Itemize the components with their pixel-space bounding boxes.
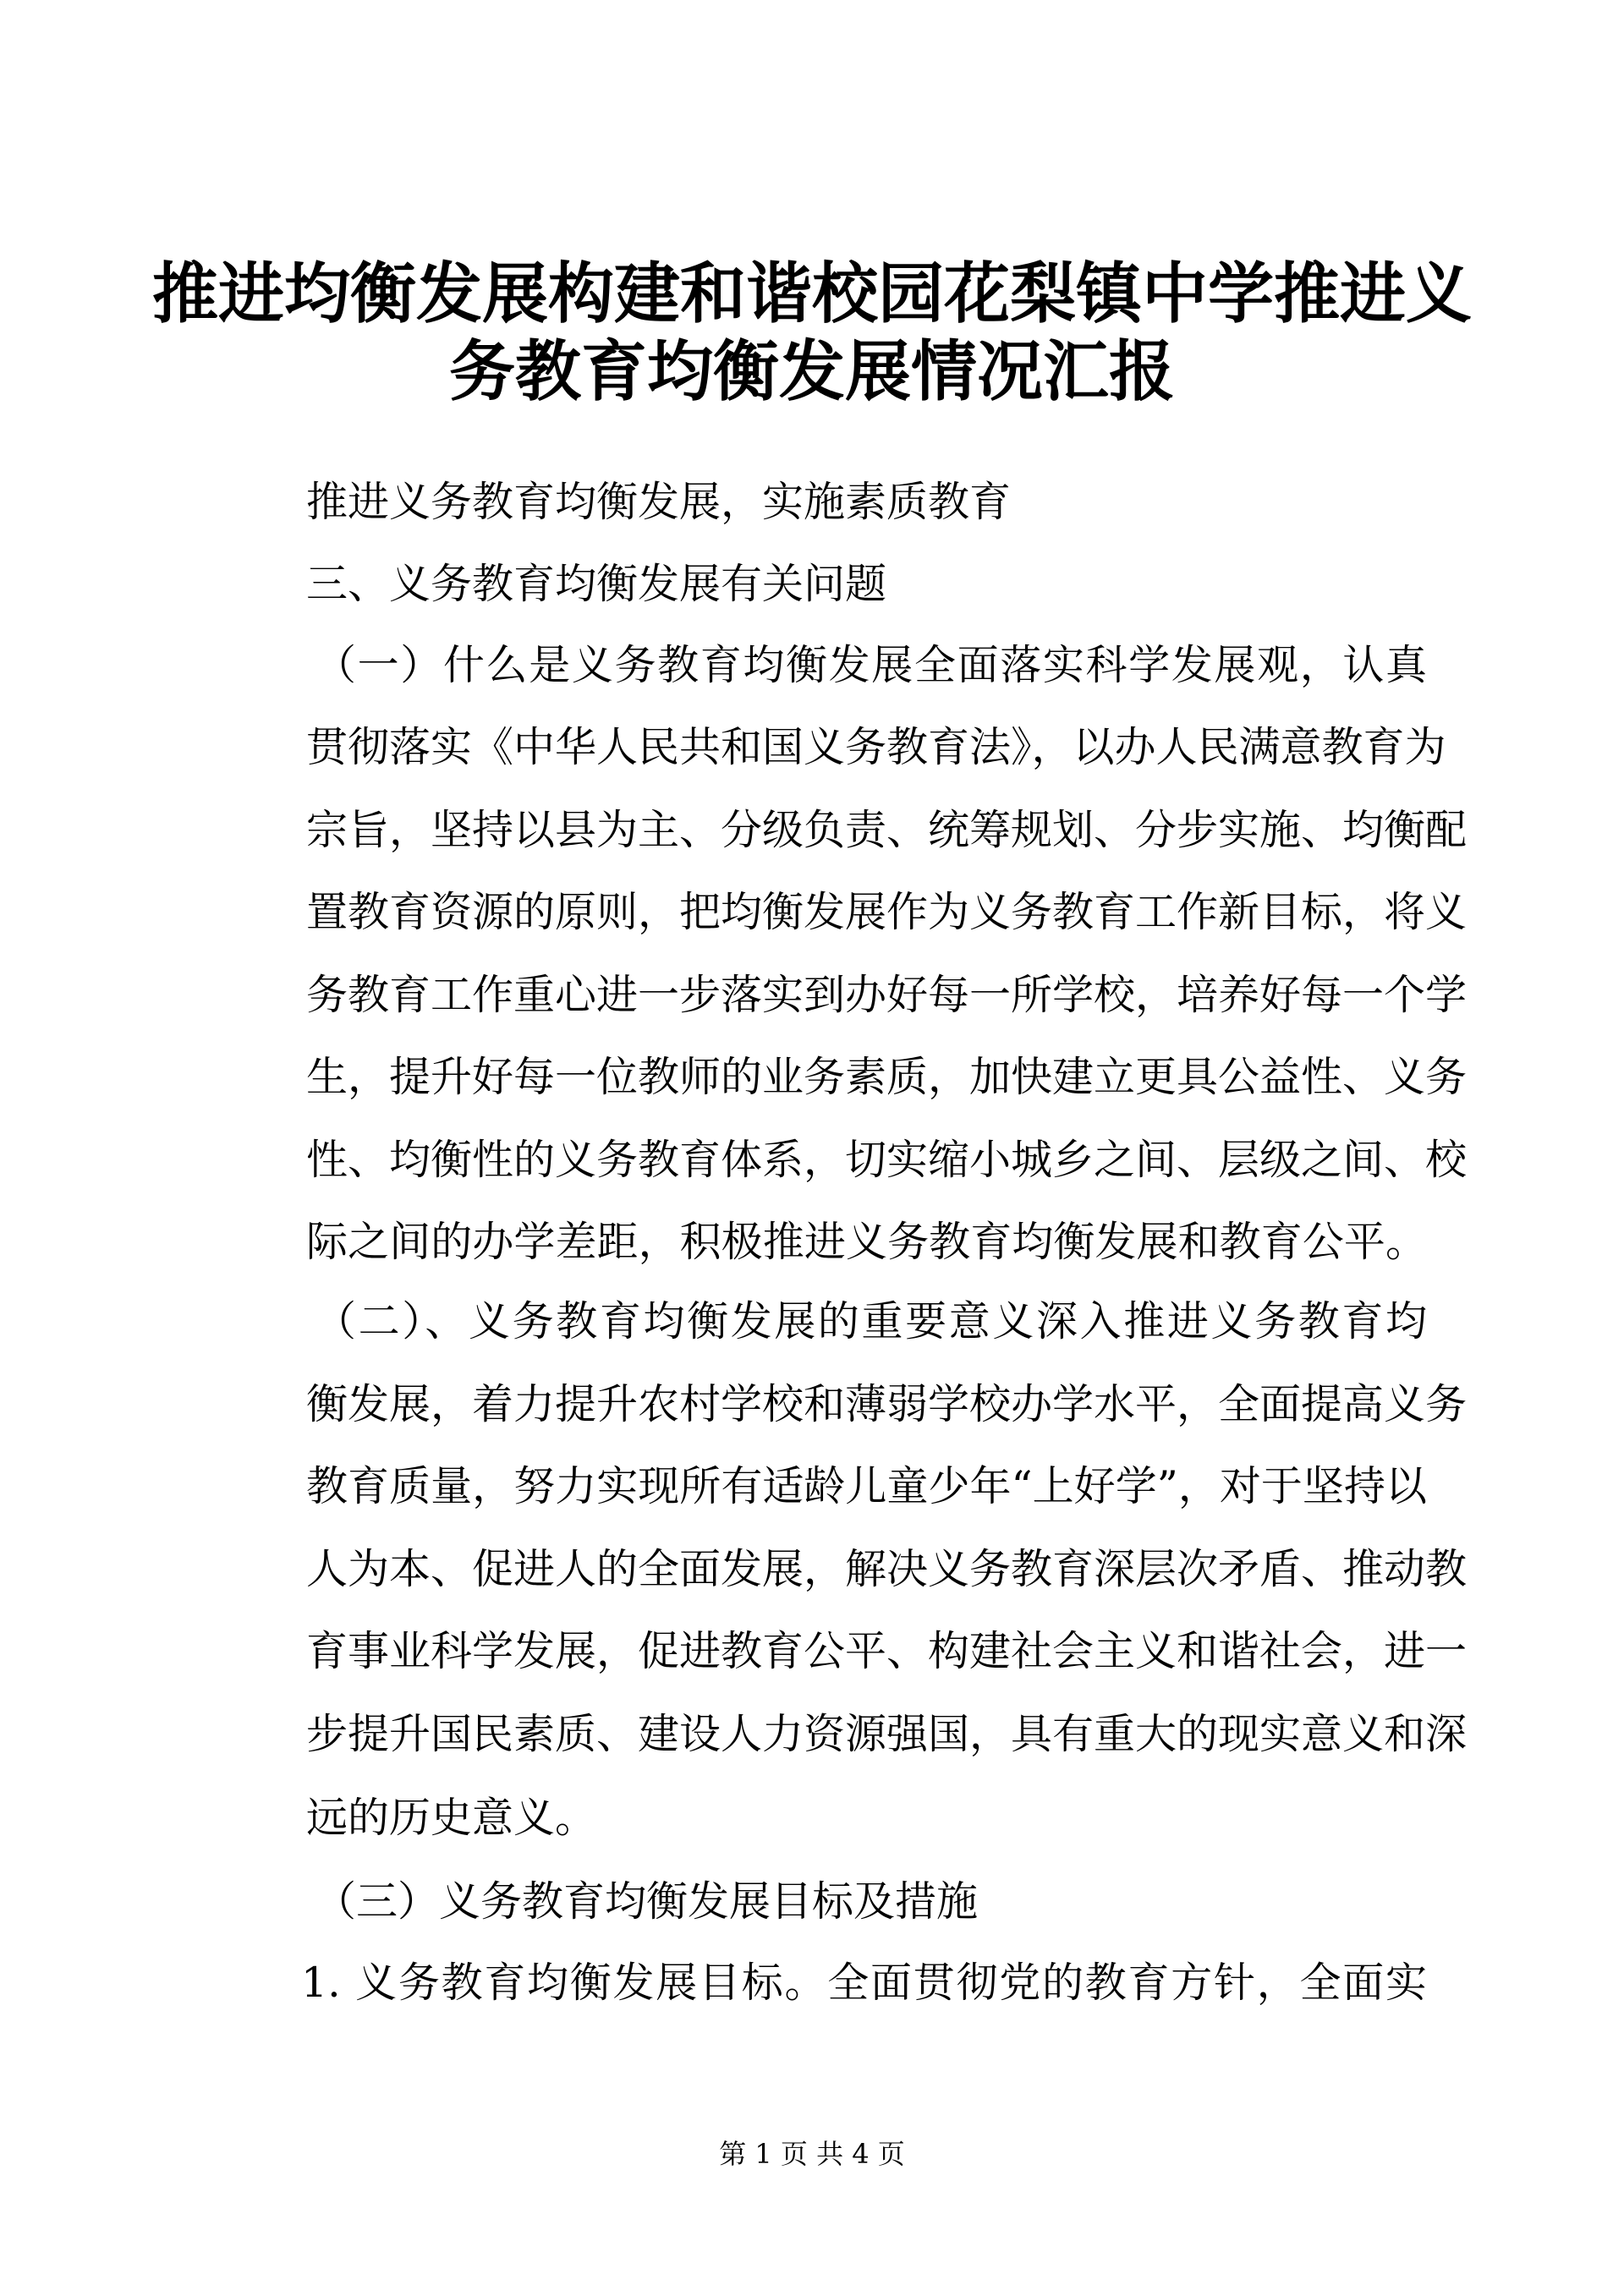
body-line: 推进义务教育均衡发展，实施素质教育 — [306, 478, 1012, 526]
body-line: 务教育工作重心进一步落实到办好每一所学校，培养好每一个学 — [306, 971, 1468, 1019]
body-line: 际之间的办学差距，积极推进义务教育均衡发展和教育公平。 — [306, 1218, 1427, 1266]
body-line: 生，提升好每一位教师的业务素质，加快建立更具公益性、义务 — [306, 1053, 1468, 1101]
document-title-line-2: 务教育均衡发展情况汇报 — [448, 333, 1175, 410]
section-heading: 三、义务教育均衡发展有关问题 — [306, 560, 887, 608]
body-line: 置教育资源的原则，把均衡发展作为义务教育工作新目标，将义 — [306, 888, 1468, 936]
body-line: 步提升国民素质、建设人力资源强国，具有重大的现实意义和深 — [306, 1710, 1468, 1758]
document-title-line-1: 推进均衡发展构建和谐校园花梨镇中学推进义 — [151, 255, 1472, 332]
body-line: （二）、义务教育均衡发展的重要意义深入推进义务教育均 — [315, 1297, 1427, 1345]
body-line: （一）什么是义务教育均衡发展全面落实科学发展观，认真 — [315, 641, 1427, 689]
body-line: 远的历史意义。 — [306, 1794, 597, 1842]
body-line: 教育质量，努力实现所有适龄儿童少年“上好学”，对于坚持以 — [306, 1462, 1427, 1510]
body-line: 性、均衡性的义务教育体系，切实缩小城乡之间、层级之间、校 — [306, 1136, 1468, 1184]
body-line: 宗旨，坚持以县为主、分级负责、统筹规划、分步实施、均衡配 — [306, 806, 1468, 854]
body-line: 贯彻落实《中华人民共和国义务教育法》，以办人民满意教育为 — [306, 723, 1446, 771]
page-number-footer: 第 1 页 共 4 页 — [719, 2138, 905, 2170]
body-line: 育事业科学发展，促进教育公平、构建社会主义和谐社会，进一 — [306, 1627, 1468, 1675]
body-line: 1. 义务教育均衡发展目标。全面贯彻党的教育方针，全面实 — [301, 1959, 1427, 2007]
body-line: 人为本、促进人的全面发展，解决义务教育深层次矛盾、推动教 — [306, 1545, 1468, 1593]
body-line: 衡发展，着力提升农村学校和薄弱学校办学水平，全面提高义务 — [306, 1380, 1468, 1428]
section-heading: （三）义务教育均衡发展目标及措施 — [315, 1877, 979, 1926]
